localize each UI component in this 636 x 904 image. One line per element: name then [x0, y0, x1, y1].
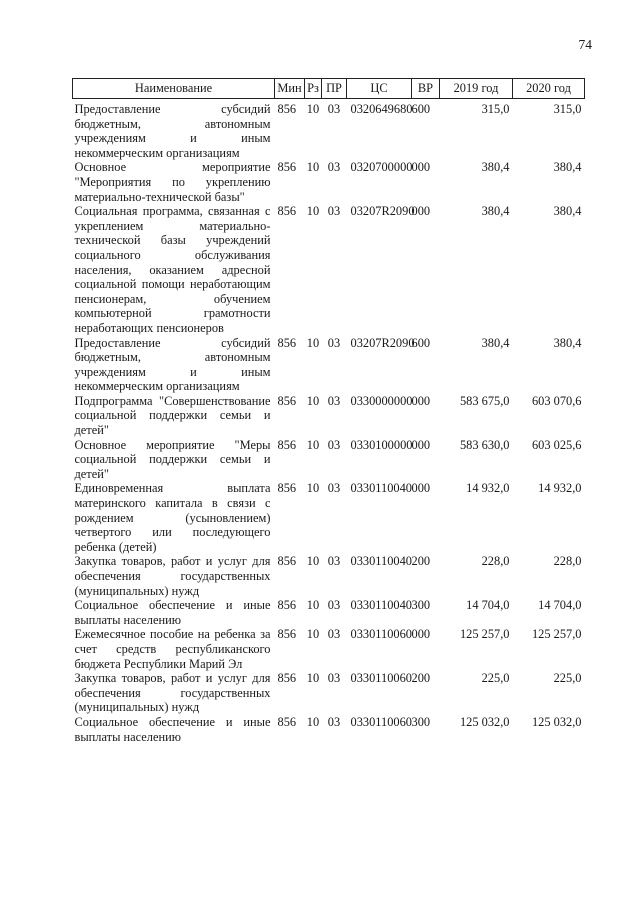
- header-2020: 2020 год: [513, 79, 585, 99]
- cell-name: Закупка товаров, работ и услуг для обеспечения государственных (муниципальных) нужд: [74, 671, 271, 715]
- cell-min: 856: [277, 554, 297, 569]
- cell-y2020: 14 704,0: [538, 598, 582, 613]
- header-name: Наименование: [73, 79, 275, 99]
- cell-min: 856: [277, 102, 297, 116]
- table-row: [73, 627, 585, 671]
- cell-name: Закупка товаров, работ и услуг для обеспечения государственных (муниципальных) нужд: [74, 554, 271, 598]
- cell-y2020: 225,0: [553, 671, 582, 686]
- cell-min: 856: [277, 437, 297, 452]
- cell-pr: 03: [327, 160, 341, 175]
- header-2019: 2019 год: [440, 79, 513, 99]
- cell-vr: 600: [411, 335, 431, 350]
- cell-name: Социальное обеспечение и иные выплаты населению: [74, 714, 271, 744]
- cell-name: Основное мероприятие "Мероприятия по укреплению материально-технической базы": [74, 160, 271, 204]
- cell-pr: 03: [327, 204, 341, 219]
- cell-cs: 0330110060: [350, 671, 412, 686]
- cell-name: Основное мероприятие "Меры социальной поддержки семьи и детей": [74, 437, 271, 481]
- cell-pr: 03: [327, 714, 341, 729]
- cell-vr: 000: [411, 627, 431, 642]
- cell-y2020: 603 070,6: [531, 393, 582, 408]
- cell-rz: 10: [306, 204, 320, 219]
- cell-rz: 10: [306, 627, 320, 642]
- cell-rz: 10: [306, 598, 320, 613]
- cell-cs: 0330110060: [350, 627, 412, 642]
- cell-name: Подпрограмма "Совершенствование социальной поддержки семьи и детей": [74, 393, 271, 438]
- cell-min: 856: [277, 627, 297, 642]
- cell-y2020: 315,0: [553, 102, 582, 116]
- cell-name: Единовременная выплата материнского капитала в связи с рождением (усыновлением) четвертого или последующего ребенка (детей): [74, 481, 271, 554]
- cell-name: Ежемесячное пособие на ребенка за счет средств республиканского бюджета Республики Марий Эл: [74, 627, 271, 671]
- cell-y2020: 380,4: [553, 335, 582, 350]
- cell-name: Предоставление субсидий бюджетным, автономным учреждениям и иным некоммерческим организациям: [74, 102, 271, 160]
- cell-vr: 000: [411, 393, 431, 408]
- cell-min: 856: [277, 671, 297, 686]
- header-rz: Рз: [305, 79, 322, 99]
- cell-cs: 0330100000: [350, 437, 413, 452]
- cell-vr: 300: [411, 598, 431, 613]
- cell-cs: 0330110040: [350, 481, 412, 496]
- cell-y2020: 228,0: [553, 554, 582, 569]
- cell-rz: 10: [306, 714, 320, 729]
- cell-min: 856: [277, 393, 297, 408]
- cell-cs: 0330110040: [350, 598, 412, 613]
- cell-y2019: 583 675,0: [459, 393, 510, 408]
- cell-pr: 03: [327, 481, 341, 496]
- cell-cs: 03207R2090: [350, 204, 415, 219]
- cell-vr: 200: [411, 554, 431, 569]
- cell-y2019: 14 704,0: [466, 598, 510, 613]
- cell-name: Предоставление субсидий бюджетным, автономным учреждениям и иным некоммерческим организациям: [74, 335, 271, 394]
- table-row: [73, 99, 585, 161]
- header-pr: ПР: [322, 79, 347, 99]
- cell-name: Социальное обеспечение и иные выплаты населению: [74, 598, 271, 627]
- table-row: [73, 394, 585, 438]
- cell-y2020: 380,4: [553, 204, 582, 219]
- cell-vr: 000: [411, 160, 431, 175]
- cell-cs: 03207R2090: [350, 335, 415, 350]
- table-row: [73, 554, 585, 598]
- cell-min: 856: [277, 204, 297, 219]
- cell-y2019: 380,4: [481, 335, 510, 350]
- cell-y2019: 583 630,0: [459, 437, 510, 452]
- cell-y2019: 125 032,0: [459, 714, 510, 729]
- cell-pr: 03: [327, 671, 341, 686]
- cell-y2019: 228,0: [481, 554, 510, 569]
- table-row: [73, 671, 585, 715]
- cell-vr: 200: [411, 671, 431, 686]
- cell-y2020: 125 032,0: [531, 714, 582, 729]
- cell-min: 856: [277, 481, 297, 496]
- cell-vr: 000: [411, 481, 431, 496]
- header-cs: ЦС: [347, 79, 412, 99]
- cell-vr: 600: [411, 102, 431, 116]
- cell-y2020: 380,4: [553, 160, 582, 175]
- table-row: [73, 715, 585, 744]
- cell-pr: 03: [327, 554, 341, 569]
- header-vr: ВР: [412, 79, 440, 99]
- cell-pr: 03: [327, 627, 341, 642]
- cell-vr: 300: [411, 714, 431, 729]
- table-row: [73, 598, 585, 627]
- cell-y2019: 380,4: [481, 160, 510, 175]
- cell-vr: 000: [411, 437, 431, 452]
- cell-cs: 0320700000: [350, 160, 413, 175]
- table-row: [73, 204, 585, 335]
- cell-rz: 10: [306, 160, 320, 175]
- cell-y2020: 14 932,0: [538, 481, 582, 496]
- cell-y2020: 125 257,0: [531, 627, 582, 642]
- cell-y2019: 315,0: [481, 102, 510, 116]
- cell-cs: 0320649680: [350, 102, 413, 116]
- cell-min: 856: [277, 598, 297, 613]
- table-row: [73, 481, 585, 554]
- cell-y2019: 125 257,0: [459, 627, 510, 642]
- cell-min: 856: [277, 714, 297, 729]
- cell-cs: 0330000000: [350, 393, 413, 408]
- cell-rz: 10: [306, 102, 320, 116]
- cell-rz: 10: [306, 671, 320, 686]
- cell-y2020: 603 025,6: [531, 437, 582, 452]
- page-number: 74: [578, 37, 592, 52]
- cell-pr: 03: [327, 393, 341, 408]
- cell-name: Социальная программа, связанная с укреплением материально-технической базы учреждений социального обслуживания населения, оказанием адресной социальной помощи неработающим пенсионерам, обучением компьютерной грамотности неработающих пенсионеров: [74, 204, 271, 335]
- cell-rz: 10: [306, 393, 320, 408]
- table-row: [73, 336, 585, 394]
- cell-rz: 10: [306, 335, 320, 350]
- budget-table: [72, 78, 585, 744]
- cell-cs: 0330110040: [350, 554, 412, 569]
- cell-pr: 03: [327, 598, 341, 613]
- cell-rz: 10: [306, 437, 320, 452]
- cell-rz: 10: [306, 481, 320, 496]
- table-body: [73, 99, 585, 745]
- cell-min: 856: [277, 335, 297, 350]
- cell-pr: 03: [327, 437, 341, 452]
- cell-y2019: 14 932,0: [466, 481, 510, 496]
- cell-y2019: 380,4: [481, 204, 510, 219]
- cell-min: 856: [277, 160, 297, 175]
- table-row: [73, 160, 585, 204]
- cell-rz: 10: [306, 554, 320, 569]
- table-row: [73, 438, 585, 482]
- header-row: [73, 79, 585, 99]
- cell-y2019: 225,0: [481, 671, 510, 686]
- cell-vr: 000: [411, 204, 431, 219]
- cell-pr: 03: [327, 335, 341, 350]
- cell-cs: 0330110060: [350, 714, 412, 729]
- table-header: [73, 79, 585, 99]
- header-min: Мин: [275, 79, 305, 99]
- cell-pr: 03: [327, 102, 341, 116]
